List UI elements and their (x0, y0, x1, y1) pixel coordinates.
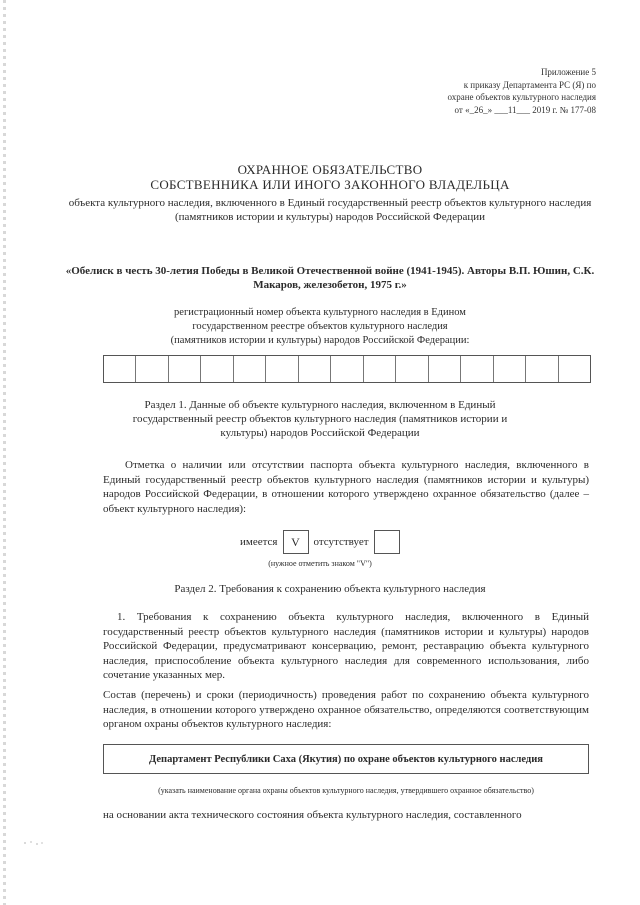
grid-cell (396, 356, 428, 382)
grid-cell (266, 356, 298, 382)
grid-cell (494, 356, 526, 382)
section2-paragraph-1: 1. Требования к сохранению объекта культурного наследия, включенного в Единый государственный реестр объектов культурного наследия (памятников истории и культуры) народов Российской Федерации, предусматривают консервацию, ремонт, реставрацию объекта культурного наследия, приспособление объекта культурного наследия для современного использования, либо сочетание указанных мер. (103, 611, 589, 681)
appendix-line-1: Приложение 5 (540, 67, 596, 77)
department-note: (указать наименование органа охраны объектов культурного наследия, утвердившего охранное обязательство) (158, 786, 534, 795)
grid-cell (526, 356, 558, 382)
appendix-line-3: охране объектов культурного наследия (447, 92, 596, 102)
scan-edge-mark (3, 0, 6, 905)
grid-cell (461, 356, 493, 382)
grid-cell (364, 356, 396, 382)
grid-cell (429, 356, 461, 382)
passport-checkboxes (240, 530, 405, 554)
department-name: Департамент Республики Саха (Якутия) по охране объектов культурного наследия (149, 753, 543, 765)
department-box (103, 744, 589, 774)
scan-smudge (22, 838, 44, 848)
grid-cell (201, 356, 233, 382)
grid-cell (104, 356, 136, 382)
absent-label: отсутствует (313, 536, 369, 548)
section1-paragraph: Отметка о наличии или отсутствии паспорта объекта культурного наследия, включенного в Единый государственный реестр объектов культурного наследия (памятников истории и культуры) народов Российской Федерации, в отношении которого утверждено охранное обязательство (далее – объект культурного наследия): (103, 459, 589, 515)
has-checkbox[interactable]: V (283, 530, 309, 554)
section2-paragraph-3: на основании акта технического состояния объекта культурного наследия, составленного (103, 809, 522, 821)
title-line-1: ОХРАННОЕ ОБЯЗАТЕЛЬСТВО (237, 162, 423, 177)
appendix-line-2: к приказу Департамента РС (Я) по (463, 79, 596, 90)
grid-cell (169, 356, 201, 382)
checkbox-note: (нужное отметить знаком "V") (268, 559, 372, 568)
registration-number-grid (103, 355, 591, 383)
grid-cell (234, 356, 266, 382)
registration-caption: регистрационный номер объекта культурного наследия в Едином государственном реестре объектов культурного наследия (памятников истории и культуры) народов Российской Федерации: (170, 307, 470, 346)
grid-cell (559, 356, 590, 382)
absent-checkbox[interactable] (374, 530, 400, 554)
grid-cell (136, 356, 168, 382)
section2-paragraph-2: Состав (перечень) и сроки (периодичность) проведения работ по сохранению объекта культурного наследия, в отношении которого утверждено охранное обязательство, определяются соответствующим органом охраны объектов культурного наследия: (103, 689, 589, 730)
appendix-block (376, 66, 596, 116)
appendix-line-4: от «_26_» ___11___ 2019 г. № 177-08 (454, 104, 596, 115)
title-line-3: объекта культурного наследия, включенного в Единый государственный реестр объектов культурного наследия (памятников истории и культуры) народов Российской Федерации (68, 197, 592, 223)
grid-cell (299, 356, 331, 382)
title-line-2: СОБСТВЕННИКА ИЛИ ИНОГО ЗАКОННОГО ВЛАДЕЛЬЦА (150, 177, 510, 192)
section1-title: Раздел 1. Данные об объекте культурного наследия, включенном в Единый государственный реестр объектов культурного наследия (памятников истории и культуры) народов Российской Федерации (132, 399, 508, 439)
has-label: имеется (240, 536, 278, 548)
grid-cell (331, 356, 363, 382)
section2-title: Раздел 2. Требования к сохранению объекта культурного наследия (174, 583, 486, 595)
object-name: «Обелиск в честь 30-летия Победы в Великой Отечественной войне (1941-1945). Авторы В.П. Юшин, С.К. Макаров, железобетон, 1975 г.» (65, 265, 595, 291)
